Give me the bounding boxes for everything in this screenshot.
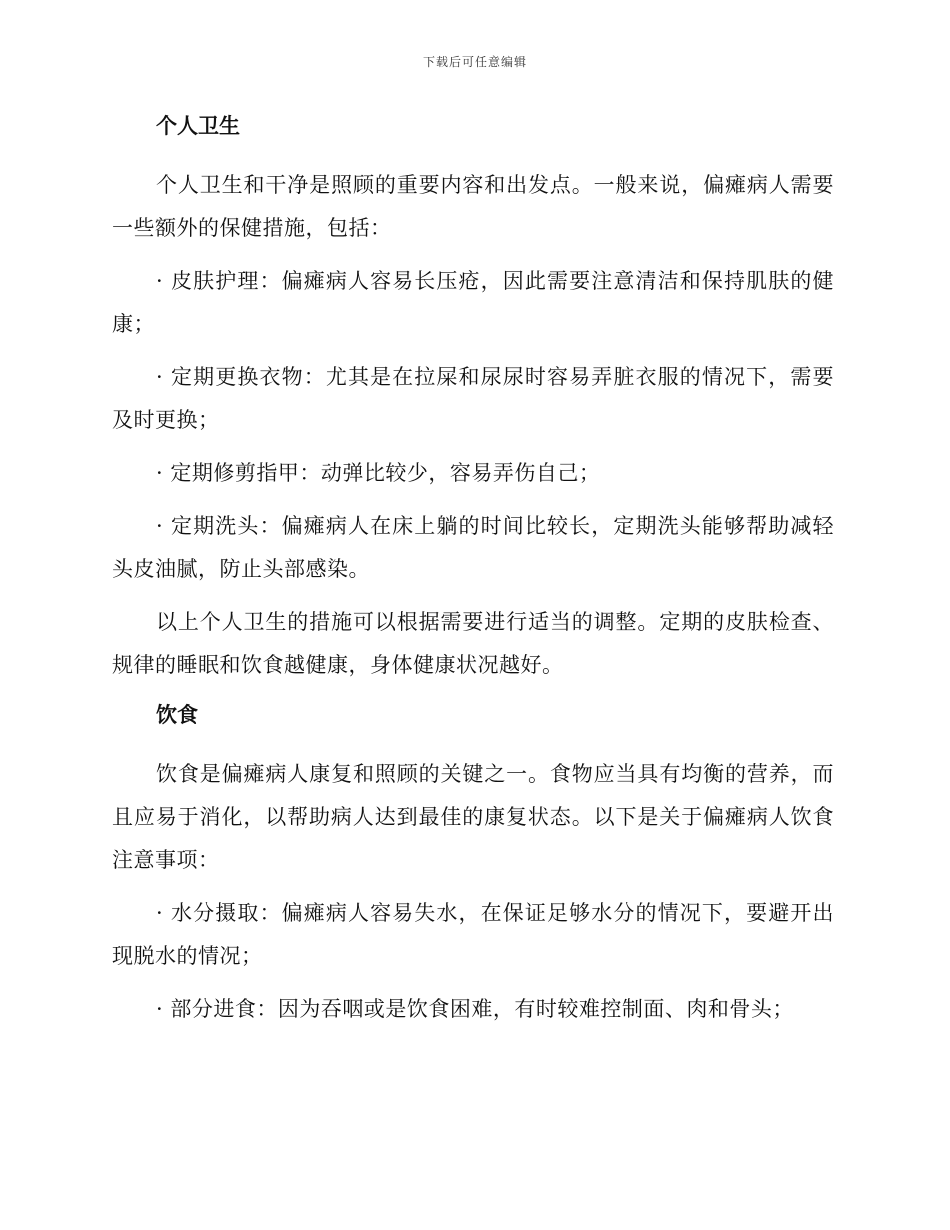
section-diet bbox=[112, 697, 834, 1031]
bullet-item: · 定期更换衣物：尤其是在拉屎和尿尿时容易弄脏衣服的情况下，需要及时更换； bbox=[112, 365, 834, 432]
section-personal-hygiene bbox=[112, 108, 834, 687]
bullet-item: · 水分摄取：偏瘫病人容易失水，在保证足够水分的情况下，要避开出现脱水的情况； bbox=[112, 901, 834, 968]
bullet-item: · 皮肤护理：偏瘫病人容易长压疮，因此需要注意清洁和保持肌肤的健康； bbox=[112, 269, 834, 336]
paragraph: 饮食是偏瘫病人康复和照顾的关键之一。食物应当具有均衡的营养，而且应易于消化，以帮助病人达到最佳的康复状态。以下是关于偏瘫病人饮食注意事项： bbox=[112, 762, 834, 872]
document-body bbox=[112, 108, 834, 1041]
paragraph: 以上个人卫生的措施可以根据需要进行适当的调整。定期的皮肤检查、规律的睡眠和饮食越健康，身体健康状况越好。 bbox=[112, 610, 834, 677]
bullet-item: · 定期洗头：偏瘫病人在床上躺的时间比较长，定期洗头能够帮助减轻头皮油腻，防止头部感染。 bbox=[112, 514, 834, 581]
section-heading: 个人卫生 bbox=[156, 113, 240, 138]
paragraph: 个人卫生和干净是照顾的重要内容和出发点。一般来说，偏瘫病人需要一些额外的保健措施，包括： bbox=[112, 173, 834, 240]
bullet-item: · 部分进食：因为吞咽或是饮食困难，有时较难控制面、肉和骨头； bbox=[156, 997, 794, 1021]
page-header-note: 下载后可任意编辑 bbox=[422, 55, 527, 69]
section-heading: 饮食 bbox=[156, 702, 198, 727]
bullet-item: · 定期修剪指甲：动弹比较少，容易弄伤自己； bbox=[156, 461, 601, 485]
